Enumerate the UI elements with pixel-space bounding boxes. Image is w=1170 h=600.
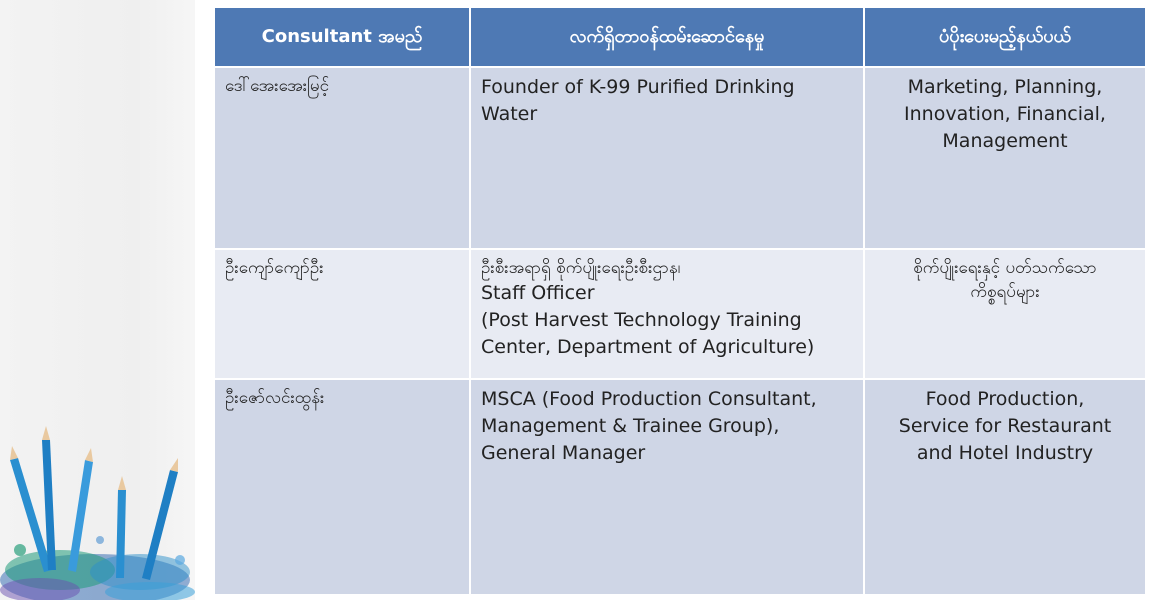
consultant-name-cell: ဦးကျော်ကျော်ဦး [214,249,470,379]
table-row [214,249,1146,379]
current-duty-cell: ဦးစီးအရာရှိ စိုက်ပျိုးရေးဦးစီးဌာန၊ Staff Officer (Post Harvest Technology Training Center, Department of Agriculture) [470,249,864,379]
consultant-table-container [213,6,1147,596]
left-decor-panel [0,0,195,600]
header-current-duty: လက်ရှိတာဝန်ထမ်းဆောင်နေမှု [470,7,864,67]
support-area-cell: Marketing, Planning, Innovation, Financial, Management [864,67,1146,249]
current-duty-cell: Founder of K-99 Purified Drinking Water [470,67,864,249]
support-area-cell: စိုက်ပျိုးရေးနှင့် ပတ်သက်သော ကိစ္စရပ်များ [864,249,1146,379]
consultant-name-cell: ဦးဇော်လင်းထွန်း [214,379,470,595]
table-header-row [214,7,1146,67]
table-row [214,379,1146,595]
header-support-area: ပံပိုးပေးမည့်နယ်ပယ် [864,7,1146,67]
consultant-table [213,6,1147,596]
support-area-cell: Food Production, Service for Restaurant and Hotel Industry [864,379,1146,595]
header-consultant-name: Consultant အမည် [214,7,470,67]
current-duty-cell: MSCA (Food Production Consultant, Management & Trainee Group), General Manager [470,379,864,595]
consultant-name-cell: ဒေါ်အေးအေးမြင့် [214,67,470,249]
colored-pencils-icon [0,420,195,600]
table-row [214,67,1146,249]
